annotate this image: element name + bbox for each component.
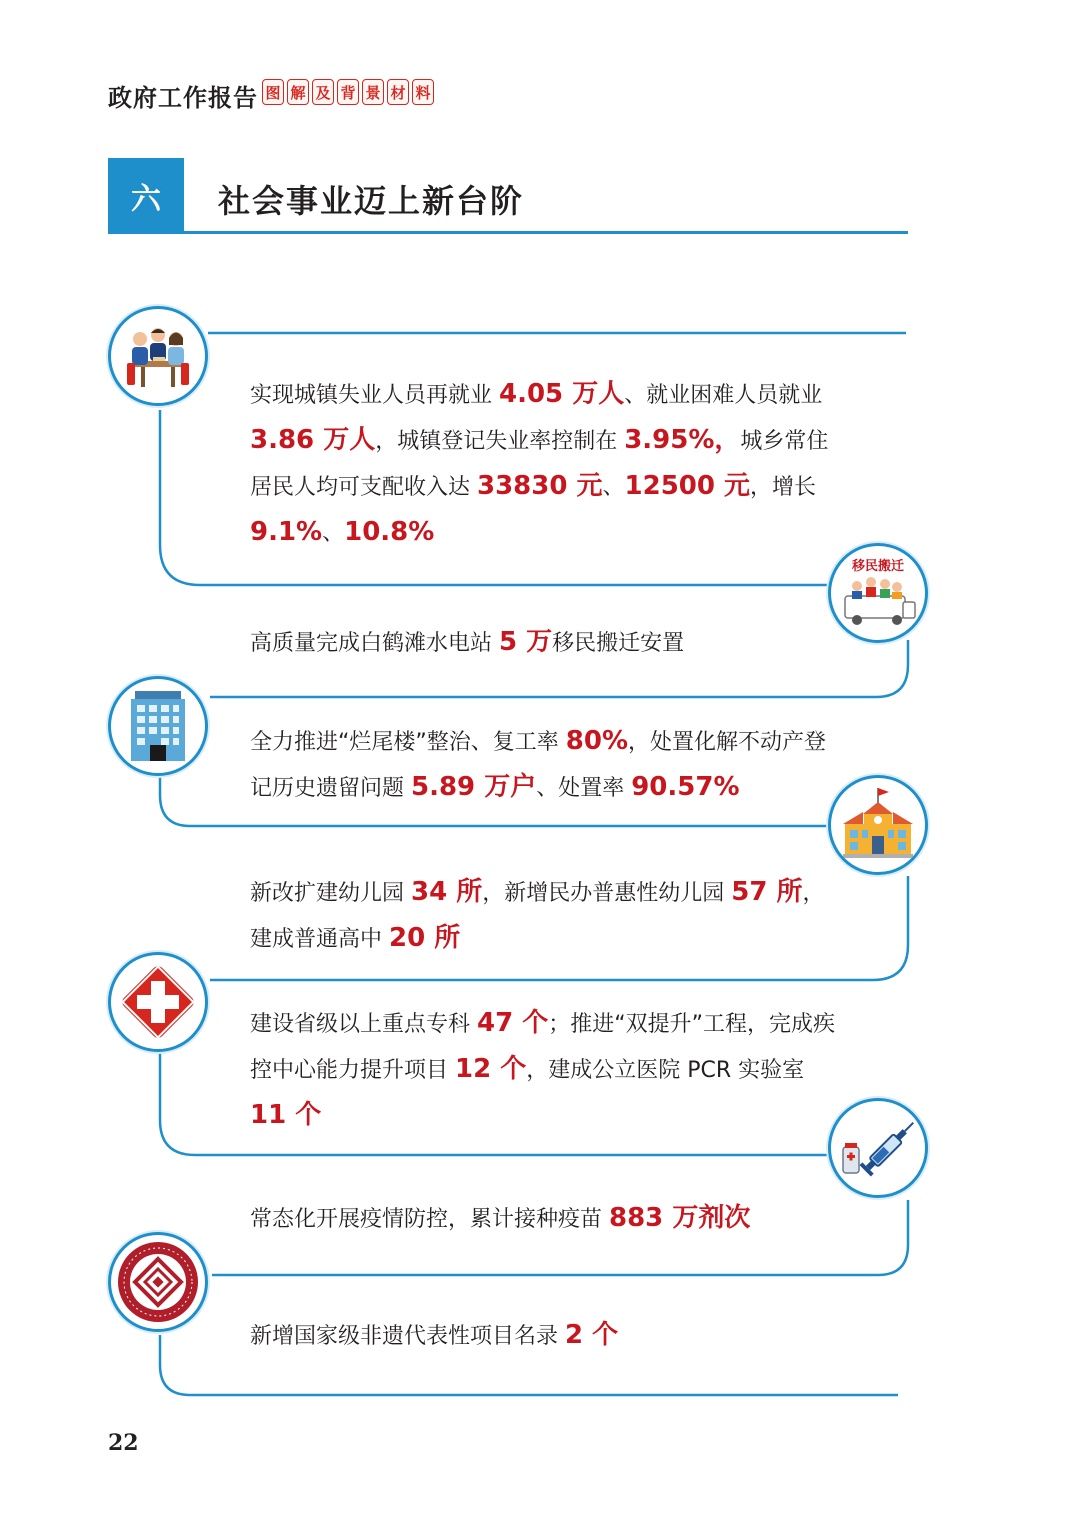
highlight-value: 4.05 万人 bbox=[499, 379, 625, 409]
section-title: 社会事业迈上新台阶 bbox=[218, 182, 525, 220]
highlight-value: 57 所 bbox=[731, 877, 803, 907]
seal-char: 解 bbox=[287, 79, 309, 105]
highlight-value: 47 个 bbox=[477, 1008, 549, 1038]
body-text: 高质量完成白鹤滩水电站 bbox=[250, 631, 499, 656]
body-text: ；推进“双提升”工程，完成疾控中心能力提升项目 bbox=[250, 1012, 836, 1083]
body-text: 、就业困难人员就业 bbox=[624, 383, 823, 408]
body-text: ，处置化解不动产登记历史遗留问题 bbox=[250, 730, 827, 801]
body-text: ，增长 bbox=[750, 475, 817, 500]
body-text: ，新增民办普惠性幼儿园 bbox=[482, 881, 732, 906]
seal-char: 图 bbox=[262, 79, 284, 105]
highlight-value: 12 个 bbox=[455, 1054, 527, 1084]
meeting-people-icon bbox=[108, 306, 208, 406]
page-number: 22 bbox=[108, 1430, 139, 1456]
intangible-heritage-logo-icon bbox=[108, 1232, 208, 1332]
highlight-value: 2 个 bbox=[565, 1320, 619, 1350]
highlight-value: 12500 元 bbox=[624, 471, 751, 501]
body-text: 、处置率 bbox=[536, 776, 632, 801]
highlight-value: 883 万剂次 bbox=[609, 1203, 751, 1233]
highlight-value: 10.8% bbox=[344, 517, 435, 547]
section-number: 六 bbox=[108, 158, 184, 234]
seal-char: 及 bbox=[312, 79, 334, 105]
item-medical bbox=[250, 1001, 840, 1139]
body-text: 实现城镇失业人员再就业 bbox=[250, 383, 499, 408]
item-heritage bbox=[250, 1313, 840, 1359]
highlight-value: 3.86 万人 bbox=[250, 425, 376, 455]
body-text: 新改扩建幼儿园 bbox=[250, 881, 411, 906]
seal-char: 背 bbox=[337, 79, 359, 105]
highlight-value: 34 所 bbox=[411, 877, 483, 907]
seal-char: 材 bbox=[387, 79, 409, 105]
report-title: 政府工作报告 bbox=[108, 83, 258, 112]
relocation-label: 移民搬迁 bbox=[851, 559, 905, 574]
body-text: ，城镇登记失业率控制在 bbox=[375, 429, 625, 454]
highlight-value: 3.95%， bbox=[624, 425, 741, 455]
body-text: 建设省级以上重点专科 bbox=[250, 1012, 477, 1037]
relocation-truck-icon bbox=[828, 543, 928, 643]
highlight-value: 5 万 bbox=[499, 627, 553, 657]
medical-cross-icon bbox=[108, 952, 208, 1052]
highlight-value: 90.57% bbox=[631, 772, 740, 802]
kindergarten-icon bbox=[828, 775, 928, 875]
item-relocation bbox=[250, 620, 840, 666]
body-text: 移民搬迁安置 bbox=[552, 631, 685, 656]
highlight-value: 20 所 bbox=[389, 923, 461, 953]
body-text: 全力推进“烂尾楼”整治、复工率 bbox=[250, 730, 566, 755]
highlight-value: 33830 元 bbox=[477, 471, 603, 501]
item-employment bbox=[250, 372, 840, 556]
body-text: 新增国家级非遗代表性项目名录 bbox=[250, 1324, 565, 1349]
highlight-value: 5.89 万户 bbox=[411, 772, 537, 802]
seal-char: 景 bbox=[362, 79, 384, 105]
item-housing bbox=[250, 719, 840, 811]
building-icon bbox=[108, 676, 208, 776]
body-text: 、 bbox=[602, 475, 625, 500]
item-education bbox=[250, 870, 840, 962]
vaccine-syringe-icon bbox=[828, 1098, 928, 1198]
item-epidemic bbox=[250, 1196, 840, 1242]
seal-char: 料 bbox=[412, 79, 434, 105]
highlight-value: 80% bbox=[565, 726, 629, 756]
body-text: ，建成普通高中 bbox=[250, 881, 825, 952]
body-text: 城乡常住居民人均可支配收入达 bbox=[250, 429, 829, 500]
body-text: ，建成公立医院 PCR 实验室 bbox=[526, 1058, 805, 1083]
highlight-value: 11 个 bbox=[250, 1100, 322, 1130]
body-text: 、 bbox=[322, 521, 345, 546]
highlight-value: 9.1% bbox=[250, 517, 323, 547]
body-text: 常态化开展疫情防控，累计接种疫苗 bbox=[250, 1207, 609, 1232]
